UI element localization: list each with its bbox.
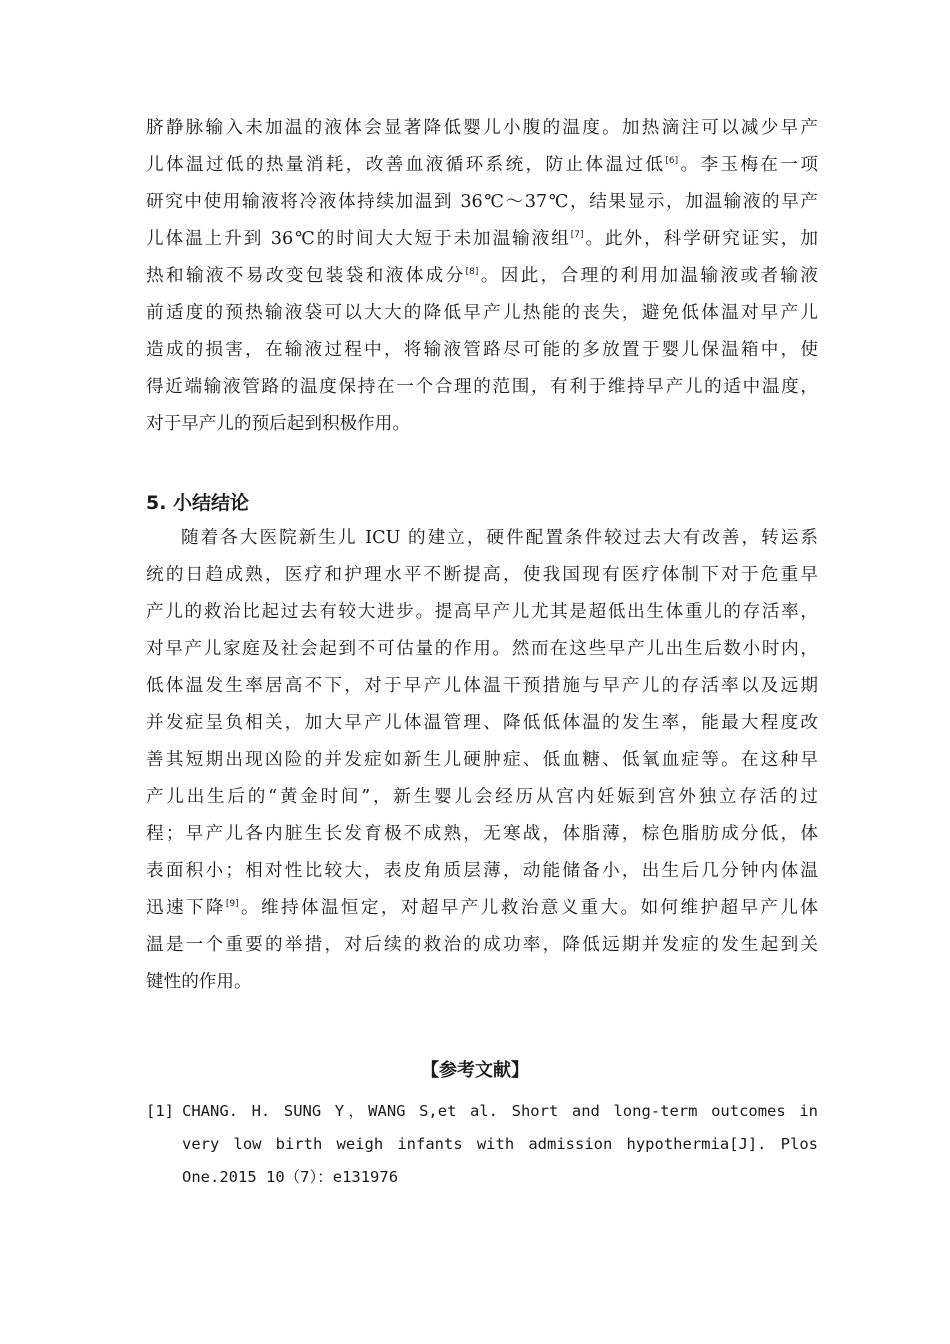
citation-ref: [9] bbox=[225, 899, 239, 909]
reference-number: [1] bbox=[146, 1102, 174, 1120]
text-line: 善其短期出现凶险的并发症如新生儿硬肿症、低血糖、低氧血症等。在这种早 bbox=[146, 750, 818, 770]
text-line: 产儿出生后的“黄金时间”，新生婴儿会经历从宫内妊娠到宫外独立存活的过 bbox=[146, 787, 818, 807]
text-line: 研究中使用输液将冷液体持续加温到 36℃～37℃，结果显示，加温输液的早产 bbox=[146, 192, 818, 212]
text-line: 程；早产儿各内脏生长发育极不成熟，无寒战，体脂薄，棕色脂肪成分低，体 bbox=[146, 824, 818, 844]
section-heading: 5. 小结结论 bbox=[146, 492, 250, 514]
text-line: 对早产儿家庭及社会起到不可估量的作用。然而在这些早产儿出生后数小时内， bbox=[146, 639, 818, 659]
text-line: 温是一个重要的举措，对后续的救治的成功率，降低远期并发症的发生起到关 bbox=[146, 935, 818, 955]
reference-entry bbox=[146, 1095, 818, 1194]
citation-ref: [8] bbox=[465, 267, 479, 277]
text-line: 造成的损害，在输液过程中，将输液管路尽可能的多放置于婴儿保温箱中，使 bbox=[146, 340, 818, 360]
text-line: 统的日趋成熟，医疗和护理水平不断提高，使我国现有医疗体制下对于危重早 bbox=[146, 565, 818, 585]
text-line: 脐静脉输入未加温的液体会显著降低婴儿小腹的温度。加热滴注可以减少早产 bbox=[146, 118, 818, 138]
references-title: 【参考文献】 bbox=[421, 1060, 529, 1081]
text-line: 低体温发生率居高不下，对于早产儿体温干预措施与早产儿的存活率以及远期 bbox=[146, 676, 818, 696]
text-line: 迅速下降[9]。维持体温恒定，对超早产儿救治意义重大。如何维护超早产儿体 bbox=[146, 898, 818, 918]
text-line: 儿体温上升到 36℃的时间大大短于未加温输液组[7]。此外，科学研究证实，加 bbox=[146, 229, 818, 249]
text-line: 随着各大医院新生儿 ICU 的建立，硬件配置条件较过去大有改善，转运系 bbox=[181, 528, 818, 548]
citation-ref: [6] bbox=[665, 156, 679, 166]
text-line: 热和输液不易改变包装袋和液体成分[8]。因此，合理的利用加温输液或者输液 bbox=[146, 266, 818, 286]
section5-paragraph bbox=[146, 520, 818, 1001]
text-line: 儿体温过低的热量消耗，改善血液循环系统，防止体温过低[6]。李玉梅在一项 bbox=[146, 155, 818, 175]
reference-line: One.2015 10（7）：e131976 bbox=[182, 1168, 399, 1186]
citation-ref: [7] bbox=[570, 230, 584, 240]
text-line: 得近端输液管路的温度保持在一个合理的范围，有利于维持早产儿的适中温度， bbox=[146, 377, 818, 397]
text-line: 前适度的预热输液袋可以大大的降低早产儿热能的丧失，避免低体温对早产儿 bbox=[146, 303, 818, 323]
reference-line: [1] CHANG. H. SUNG Y，WANG S,et al. Short and long-term outcomes in bbox=[146, 1095, 818, 1128]
section4-paragraph bbox=[146, 110, 818, 443]
text-line: 键性的作用。 bbox=[146, 972, 252, 992]
text-line: 并发症呈负相关，加大早产儿体温管理、降低低体温的发生率，能最大程度改 bbox=[146, 713, 818, 733]
text-line: 表面积小；相对性比较大，表皮角质层薄，动能储备小，出生后几分钟内体温 bbox=[146, 861, 818, 881]
text-line: 产儿的救治比起过去有较大进步。提高早产儿尤其是超低出生体重儿的存活率， bbox=[146, 602, 818, 622]
text-line: 对于早产儿的预后起到积极作用。 bbox=[146, 414, 410, 434]
reference-line: very low birth weigh infants with admission hypothermia[J]. Plos bbox=[182, 1135, 818, 1153]
